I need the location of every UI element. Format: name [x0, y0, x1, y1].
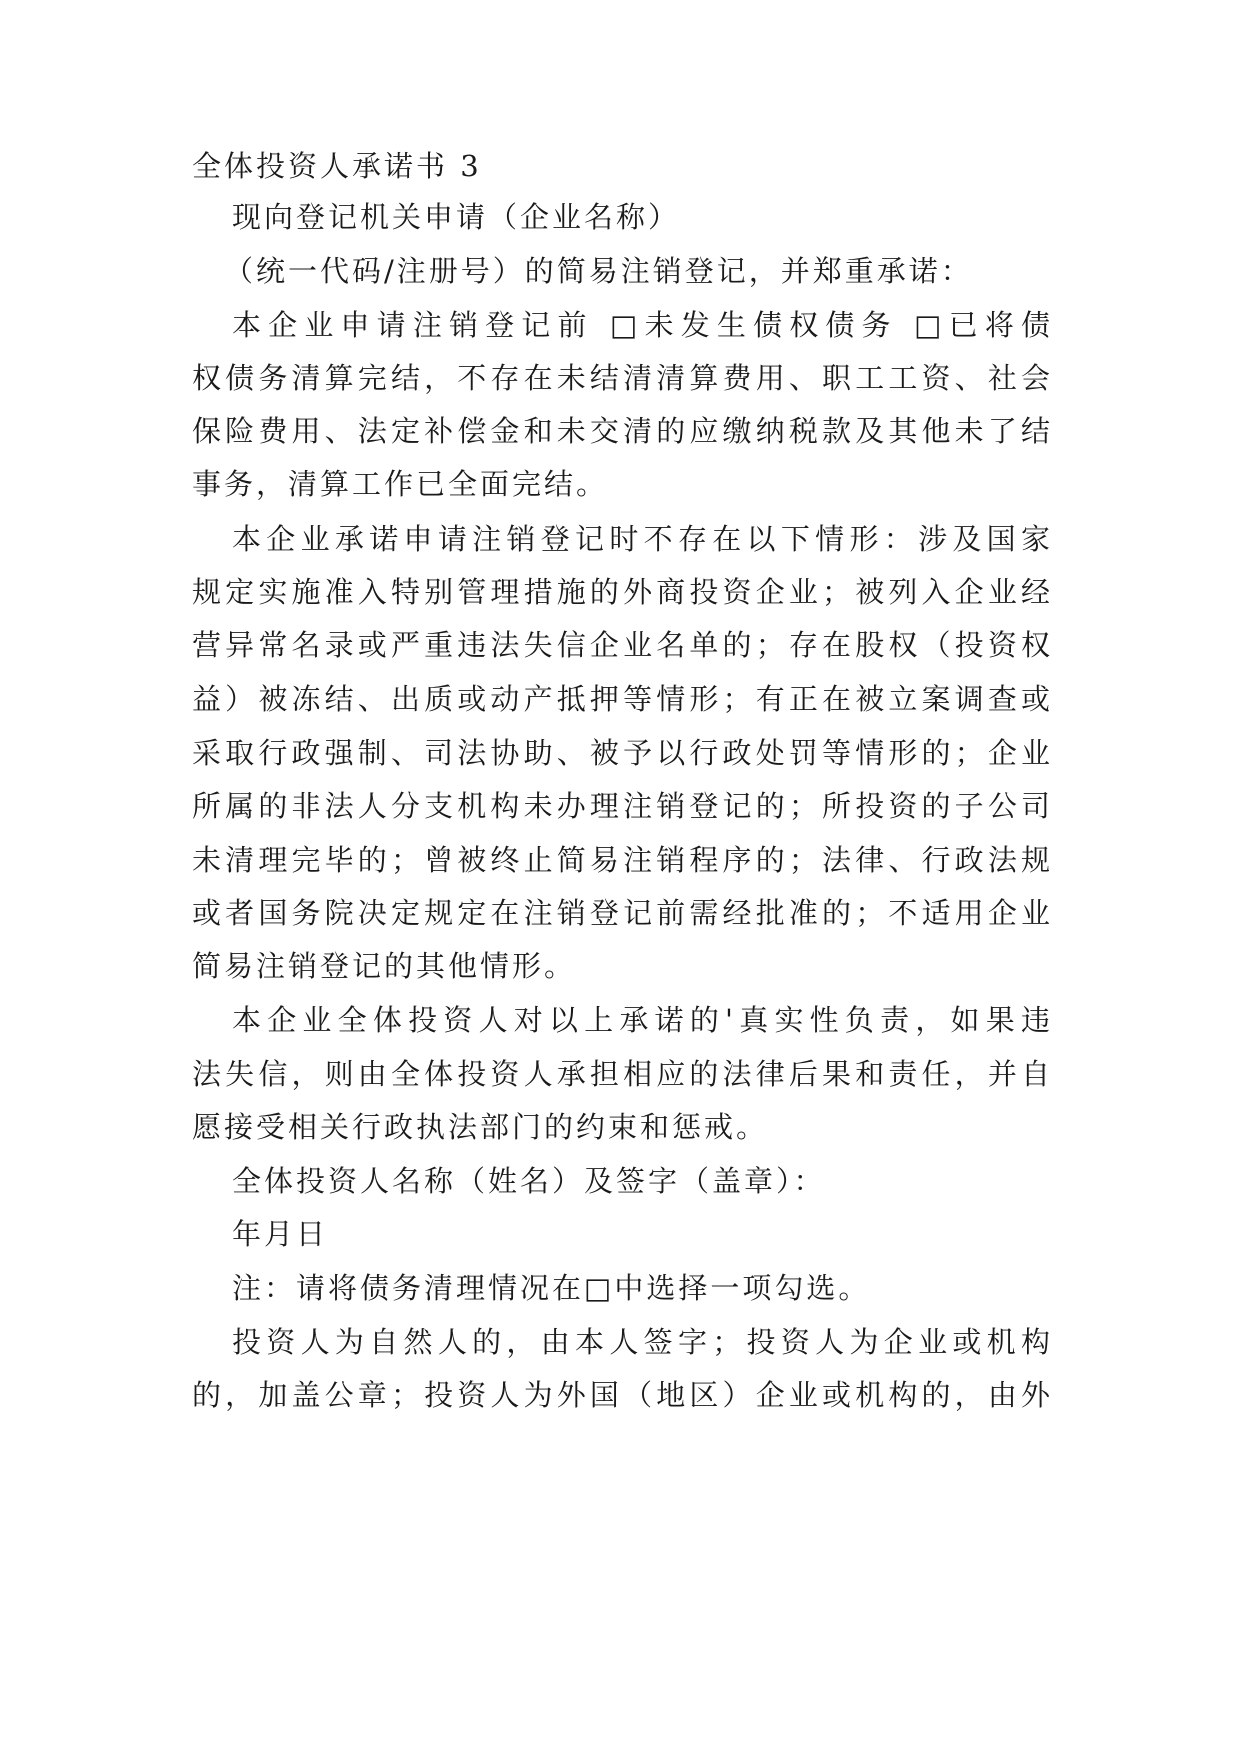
paragraph-3-line-3: 愿接受相关行政执法部门的约束和惩戒。: [192, 1110, 769, 1144]
paragraph-2-line-9: 简易注销登记的其他情形。: [192, 949, 577, 983]
paragraph-2-line-2: 规定实施准入特别管理措施的外商投资企业；被列入企业经: [192, 575, 1050, 609]
paragraph-4-line-2: 的，加盖公章；投资人为外国（地区）企业或机构的，由外: [192, 1378, 1050, 1412]
paragraph-1-line-2: 权债务清算完结，不存在未结清清算费用、职工工资、社会: [192, 361, 1050, 395]
signature-label: 全体投资人名称（姓名）及签字（盖章）：: [232, 1164, 826, 1198]
paragraph-2-line-8: 或者国务院决定规定在注销登记前需经批准的；不适用企业: [192, 896, 1050, 930]
date-label: 年月日: [232, 1217, 329, 1251]
paragraph-1-line-3: 保险费用、法定补偿金和未交清的应缴纳税款及其他未了结: [192, 414, 1050, 448]
paragraph-2-line-3: 营异常名录或严重违法失信企业名单的；存在股权（投资权: [192, 628, 1050, 662]
paragraph-3-line-1: 本企业全体投资人对以上承诺的'真实性负责，如果违: [232, 1003, 1050, 1037]
paragraph-1-line-4: 事务，清算工作已全面完结。: [192, 467, 609, 501]
intro-line-1: 现向登记机关申请（企业名称）: [232, 200, 681, 234]
paragraph-1-line-1: 本企业申请注销登记前 □未发生债权债务 □已将债: [232, 308, 1050, 342]
paragraph-2-line-4: 益）被冻结、出质或动产抵押等情形；有正在被立案调查或: [192, 682, 1050, 716]
paragraph-2-line-1: 本企业承诺申请注销登记时不存在以下情形：涉及国家: [232, 522, 1050, 556]
document-title: 全体投资人承诺书 3: [192, 149, 482, 183]
note-text: 注：请将债务清理情况在□中选择一项勾选。: [232, 1271, 871, 1305]
paragraph-4-line-1: 投资人为自然人的，由本人签字；投资人为企业或机构: [232, 1325, 1050, 1359]
paragraph-3-line-2: 法失信，则由全体投资人承担相应的法律后果和责任，并自: [192, 1057, 1050, 1091]
intro-line-2: （统一代码/注册号）的简易注销登记，并郑重承诺：: [224, 254, 973, 288]
paragraph-2-line-7: 未清理完毕的；曾被终止简易注销程序的；法律、行政法规: [192, 843, 1050, 877]
paragraph-2-line-5: 采取行政强制、司法协助、被予以行政处罚等情形的；企业: [192, 736, 1050, 770]
paragraph-2-line-6: 所属的非法人分支机构未办理注销登记的；所投资的子公司: [192, 789, 1050, 823]
